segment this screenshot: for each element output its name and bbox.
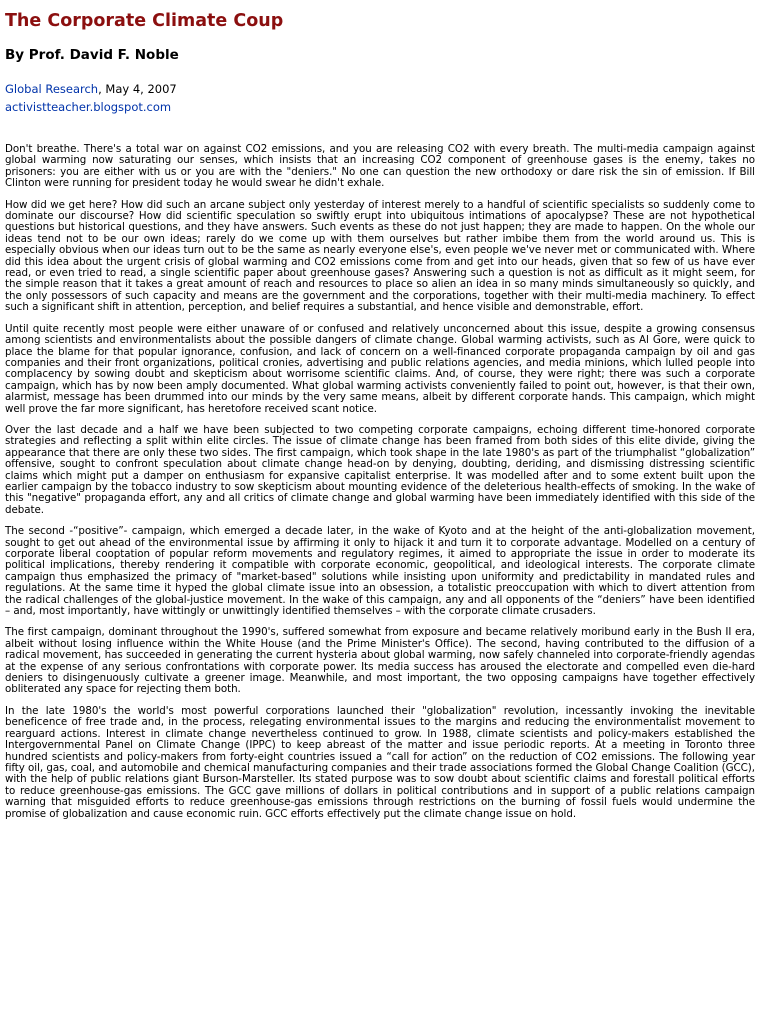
paragraph: The first campaign, dominant throughout the 1990's, suffered somewhat from exposure and became relatively moribund early in the Bush II era, albeit without losing influence within the White House (and the Prime Minister's Office). The second, having contributed to the diffusion of a radical movement, has succeeded in generating the current hysteria about global warming, now safely channeled into corporate-friendly agendas at the expense of any serious confrontations with corporate power. Its media success has aroused the electorate and compelled even die-hard deniers to disingenuously cultivate a greener image. Meanwhile, and most important, the two opposing campaigns have together effectively obliterated any space for rejecting them both. — [5, 626, 755, 696]
blog-line — [5, 98, 755, 116]
paragraph: Don't breathe. There's a total war on against CO2 emissions, and you are releasing CO2 with every breath. The multi-media campaign against global warming now saturating our senses, which insists that an increasing CO2 component of greenhouse gases is the enemy, takes no prisoners: you are either with us or you are with the "deniers." No one can question the new orthodoxy or dare risk the sin of emission. If Bill Clinton were running for president today he would swear he didn't exhale. — [5, 143, 755, 190]
source-line — [5, 80, 755, 98]
paragraph: The second -“positive”- campaign, which emerged a decade later, in the wake of Kyoto and at the height of the anti-globalization movement, sought to get out ahead of the environmental issue by affirming it only to hijack it and turn it to corporate advantage. Modelled on a century of corporate liberal cooptation of popular reform movements and regulatory regimes, it aimed to appropriate the issue in order to moderate its political implications, thereby rendering it compatible with corporate economic, geopolitical, and ideological interests. The corporate climate campaign thus emphasized the primacy of "market-based" solutions while insisting upon uniformity and predictability in mandated rules and regulations. At the same time it hyped the global climate issue into an obsession, a totalistic preoccupation with which to divert attention from the radical challenges of the global-justice movement. In the wake of this campaign, any and all opponents of the “deniers” have been identified – and, most importantly, have wittingly or unwittingly identified themselves – with the corporate climate crusaders. — [5, 525, 755, 618]
article-byline: By Prof. David F. Noble — [5, 47, 179, 63]
article-body — [5, 144, 755, 820]
blog-link[interactable]: activistteacher.blogspot.com — [5, 100, 172, 114]
paragraph: How did we get here? How did such an arcane subject only yesterday of interest merely to a handful of scientific specialists so suddenly come to dominate our discourse? How did scientific speculation so swiftly erupt into ubiquitous intimations of apocalypse? These are not hypothetical questions but historical questions, and they have answers. Such events as these do not just happen; they are made to happen. On the whole our ideas tend not to be our own ideas; rarely do we come up with them ourselves but rather imbibe them from the world around us. This is especially obvious when our ideas turn out to be the same as nearly everyone else's, even people we've never met or communicated with. Where did this idea about the urgent crisis of global warming and CO2 emissions come from and get into our heads, given that so few of us have ever read, or even tried to read, a single scientific paper about greenhouse gases? Answering such a question is not as difficult as it might seem, for the simple reason that it takes a great amount of reach and resources to place so alien an idea in so many minds simultaneously so quickly, and the only possessors of such capacity and means are the government and the corporations, together with their multi-media machinery. To effect such a significant shift in attention, perception, and belief requires a substantial, and hence visible and demonstrable, effort. — [5, 198, 755, 314]
article-meta — [5, 80, 755, 116]
paragraph: In the late 1980's the world's most powerful corporations launched their "globalization" revolution, incessantly invoking the inevitable beneficence of free trade and, in the process, relegating environmental issues to the margins and reducing the environmentalist movement to rearguard actions. Interest in climate change nevertheless continued to grow. In 1988, climate scientists and policy-makers established the Intergovernmental Panel on Climate Change (IPPC) to keep abreast of the matter and issue periodic reports. At a meeting in Toronto three hundred scientists and policy-makers from forty-eight countries issued a “call for action” on the reduction of CO2 emissions. The following year fifty oil, gas, coal, and automobile and chemical manufacturing companies and their trade associations formed the Global Change Coalition (GCC), with the help of public relations giant Burson-Marsteller. Its stated purpose was to sow doubt about scientific claims and forestall political efforts to reduce greenhouse-gas emissions. The GCC gave millions of dollars in political contributions and in support of a public relations campaign warning that misguided efforts to reduce greenhouse-gas emissions through restrictions on the burning of fossil fuels would undermine the promise of globalization and cause economic ruin. GCC efforts effectively put the climate change issue on hold. — [5, 704, 755, 820]
article-title: The Corporate Climate Coup — [5, 11, 284, 31]
source-link[interactable]: Global Research — [5, 82, 99, 96]
article-date: , May 4, 2007 — [98, 82, 177, 96]
paragraph: Until quite recently most people were either unaware of or confused and relatively unconcerned about this issue, despite a growing consensus among scientists and environmentalists about the possible dangers of climate change. Global warming activists, such as Al Gore, were quick to place the blame for that popular ignorance, confusion, and lack of concern on a well-financed corporate propaganda campaign by oil and gas companies and their front organizations, political cronies, advertising and public relations agencies, and media minions, which lulled people into complacency by sowing doubt and skepticism about worrisome scientific claims. And, of course, they were right; there was such a corporate campaign, which has by now been amply documented. What global warming activists conveniently failed to point out, however, is that their own, alarmist, message has been drummed into our minds by the very same means, albeit by different corporate hands. This campaign, which might well prove the far more significant, has heretofore received scant notice. — [5, 322, 755, 415]
paragraph: Over the last decade and a half we have been subjected to two competing corporate campaigns, echoing different time-honored corporate strategies and reflecting a split within elite circles. The issue of climate change has been framed from both sides of this elite divide, giving the appearance that there are only these two sides. The first campaign, which took shape in the late 1980's as part of the triumphalist “globalization” offensive, sought to confront speculation about climate change head-on by denying, doubting, deriding, and dismissing distressing scientific claims which might put a damper on enthusiasm for expansive capitalist enterprise. It was modelled after and to some extent built upon the earlier campaign by the tobacco industry to sow skepticism about mounting evidence of the deleterious health-effects of smoking. In the wake of this "negative" propaganda effort, any and all critics of climate change and global warming have been immediately identified with this side of the debate. — [5, 423, 755, 516]
